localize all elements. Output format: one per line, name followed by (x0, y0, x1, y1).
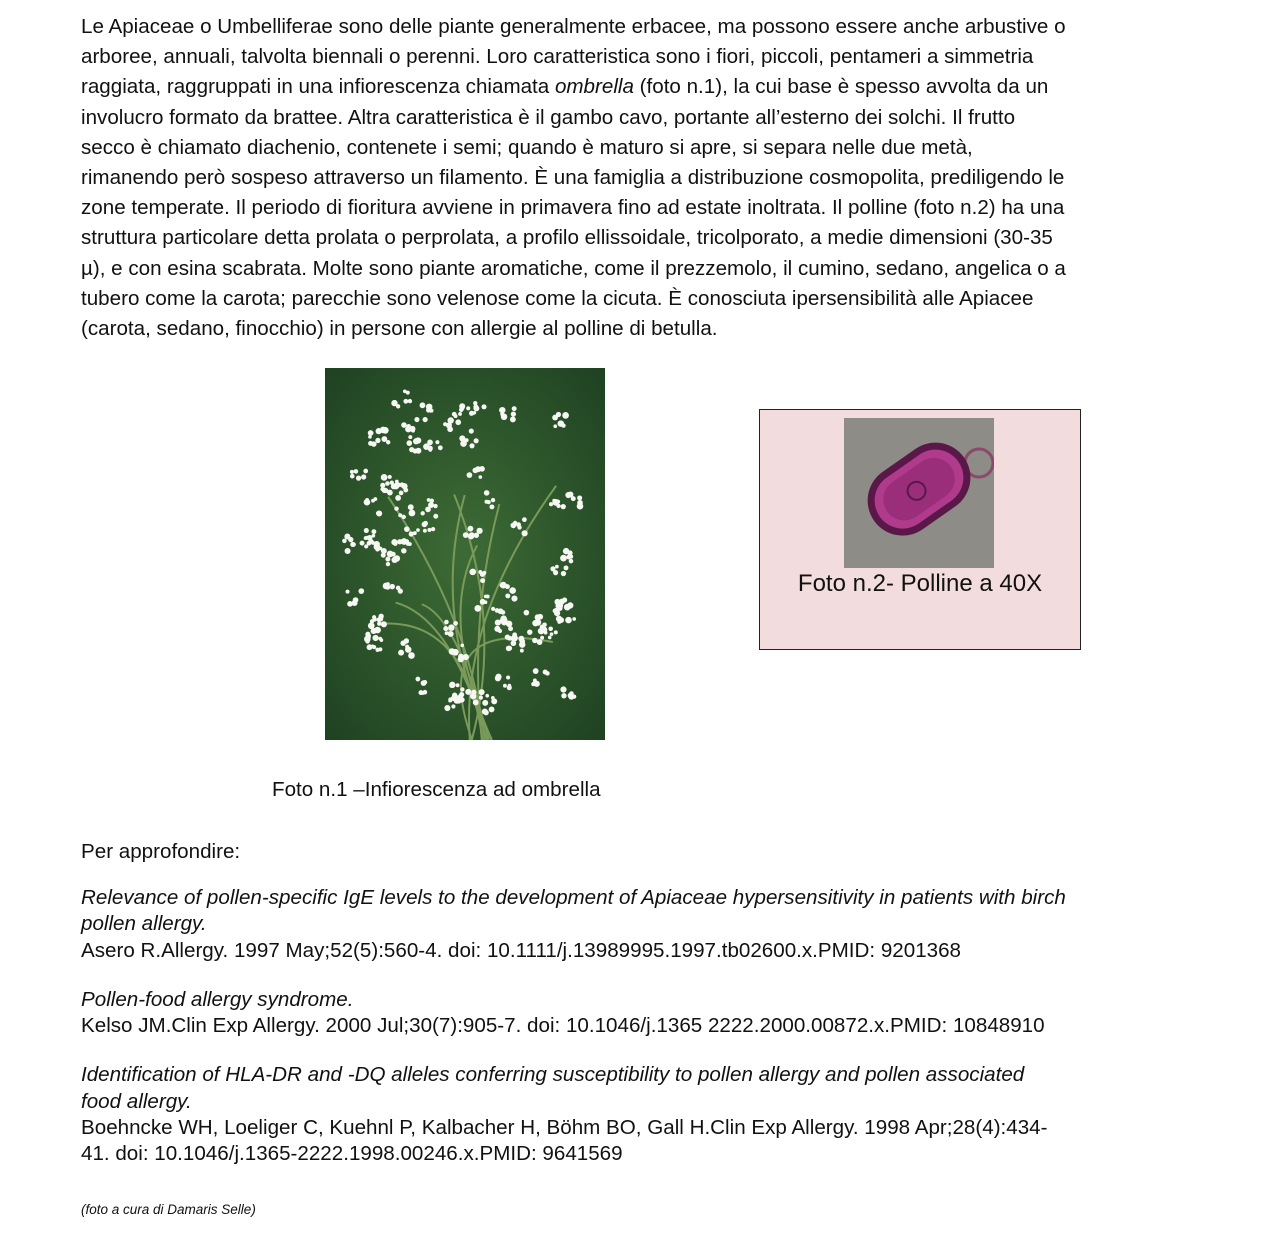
flower-dot (533, 668, 539, 674)
flower-dot (408, 435, 412, 439)
flower-dot (409, 531, 414, 536)
flower-dot (423, 443, 430, 450)
flower-dot (482, 571, 486, 575)
flower-dot (459, 403, 465, 409)
flower-dot (372, 645, 376, 649)
flower-dot (405, 645, 409, 649)
flower-dot (479, 696, 483, 700)
flower-dot (556, 500, 560, 504)
flower-dot (553, 571, 557, 575)
flower-dot (373, 618, 377, 622)
flower-dot (374, 541, 380, 547)
flower-dot (480, 578, 485, 583)
flower-dot (550, 632, 554, 636)
flower-dot (427, 528, 431, 532)
flower-dot (443, 626, 448, 631)
flower-dot (395, 480, 399, 484)
text: raggiata, raggruppati in una infiorescenza chiamata (81, 75, 555, 99)
flower-dot (501, 414, 507, 420)
flower-dot (375, 438, 380, 443)
flower-dot (378, 637, 382, 641)
flower-dot (381, 474, 388, 481)
flower-dot (348, 537, 353, 542)
flower-dot (561, 423, 565, 427)
flower-dot (423, 529, 427, 533)
flower-dot (377, 622, 381, 626)
paragraph-line (81, 72, 1066, 102)
flower-dot (549, 502, 553, 506)
flower-dot (361, 474, 366, 479)
flower-dot (408, 652, 415, 659)
flower-dot (363, 469, 368, 474)
flower-dot (423, 521, 428, 526)
flower-dot (385, 557, 390, 562)
flower-dot (456, 699, 461, 704)
flower-dot (509, 587, 516, 594)
intro-paragraph (81, 12, 1066, 344)
flower-dot (466, 406, 470, 410)
flower-dot (364, 536, 368, 540)
flower-dot (352, 600, 358, 606)
flower-dot (534, 681, 540, 687)
flower-dot (401, 515, 405, 519)
photo1-caption: Foto n.1 –Infiorescenza ad ombrella (272, 778, 601, 801)
flower-dot (372, 635, 378, 641)
paragraph-line: rimanendo però sospeso attraverso un filamento. È una famiglia a distribuzione cosmopolita, prediligendo le (81, 165, 1065, 189)
flower-dot (429, 408, 433, 412)
flower-dot (480, 599, 486, 605)
flower-dot (376, 511, 382, 517)
flower-dot (470, 569, 477, 576)
flower-dot (381, 553, 386, 558)
flower-dot (350, 474, 355, 479)
flower-dot (403, 389, 407, 393)
paragraph-line: Le Apiaceae o Umbelliferae sono delle piante generalmente erbacee, ma possono essere anche arbustive o (81, 15, 1066, 38)
flower-dot (431, 527, 435, 531)
photo2-caption: Foto n.2- Polline a 40X (797, 570, 1043, 597)
flower-dot (459, 435, 465, 441)
flower-dot (510, 416, 516, 422)
flower-dot (448, 699, 452, 703)
flower-dot (386, 440, 390, 444)
paragraph-line: struttura particolare detta prolata o perprolata, a profilo ellissoidale, tricolporato, a medie dimensioni (30-35 (81, 226, 1053, 250)
flower-dot (474, 605, 481, 612)
flower-dot (423, 680, 427, 684)
flower-dot (403, 399, 408, 404)
flower-dot (415, 677, 420, 682)
paragraph-line: tubero come la carota; parecchie sono velenose come la cicuta. È conosciuta ipersensibilità alle Apiacee (81, 286, 1034, 310)
flower-dot (553, 424, 557, 428)
flower-dot (556, 504, 560, 508)
flower-dot (511, 635, 518, 642)
flower-dot (396, 586, 401, 591)
flower-dot (518, 636, 524, 642)
flower-dot (577, 500, 583, 506)
flower-dot (491, 607, 495, 611)
flower-dot (500, 582, 507, 589)
flower-dot (561, 504, 566, 509)
flower-dot (449, 648, 456, 655)
flower-dot (511, 412, 516, 417)
flower-dot (368, 430, 374, 436)
flower-dot (376, 428, 382, 434)
flower-dot (467, 526, 473, 532)
flower-dot (393, 542, 397, 546)
flower-dot (380, 483, 385, 488)
flower-dot (350, 470, 354, 474)
flower-dot (413, 531, 417, 535)
flower-dot (395, 495, 401, 501)
flower-dot (563, 548, 569, 554)
flower-dot (443, 422, 447, 426)
italic-term: ombrella (554, 75, 634, 99)
reference-citation: Asero R.Allergy. 1997 May;52(5):560-4. doi: 10.1111/j.13989995.1997.tb02600.x.PMID: 9201368 (81, 938, 962, 962)
flower-dot (541, 627, 547, 633)
flower-dot (391, 484, 397, 490)
flower-dot (558, 617, 564, 623)
flower-dot (463, 654, 469, 660)
flower-dot (408, 399, 412, 403)
flower-dot (447, 417, 453, 423)
flower-dot (391, 557, 397, 563)
flower-dot (368, 441, 373, 446)
flower-dot (382, 427, 389, 434)
flower-dot (475, 466, 481, 472)
flower-dot (511, 595, 517, 601)
flower-dot (358, 588, 364, 594)
flower-dot (404, 526, 410, 532)
flower-dot (427, 498, 431, 502)
flower-dot (471, 690, 476, 695)
flower-dot (482, 700, 488, 706)
flower-dot (468, 533, 474, 539)
flower-dot (572, 617, 576, 621)
flower-dot (508, 684, 512, 688)
paragraph-line: secco è chiamato diachenio, contenete i semi; quando è maturo si apre, si separa nelle due metà, (81, 135, 973, 159)
flower-dot (524, 610, 530, 616)
flower-dot (555, 604, 559, 608)
flower-dot (482, 708, 488, 714)
flower-dot (506, 646, 512, 652)
flower-dot (386, 562, 390, 566)
flower-dot (418, 690, 423, 695)
flower-dot (458, 654, 464, 660)
flower-dot (447, 426, 453, 432)
flower-dot (381, 621, 387, 627)
flower-dot (409, 447, 414, 452)
flower-dot (478, 475, 482, 479)
reference-citation: Boehncke WH, Loeliger C, Kuehnl P, Kalbacher H, Böhm BO, Gall H.Clin Exp Allergy. 1998 Apr;28(4):434- (81, 1116, 1048, 1140)
paragraph-line: (carota, sedano, finocchio) in persone con allergie al polline di betulla. (81, 316, 718, 340)
reference-item (81, 885, 1066, 964)
flower-dot (520, 649, 524, 653)
references-list (81, 885, 1066, 1191)
flower-dot (460, 644, 464, 648)
reference-citation: 41. doi: 10.1046/j.1365-2222.1998.00246.x.PMID: 9641569 (81, 1142, 623, 1166)
flower-dot (548, 636, 552, 640)
flower-dot (532, 638, 537, 643)
flower-dot (378, 547, 382, 551)
flower-dot (401, 548, 406, 553)
flower-dot (555, 565, 559, 569)
flower-dot (495, 674, 501, 680)
flower-dot (484, 491, 488, 495)
reference-title: Relevance of pollen-specific IgE levels to the development of Apiaceae hypersensitivity in patients with birch (81, 886, 1066, 909)
flower-dot (491, 698, 497, 704)
flower-dot (501, 610, 506, 615)
flower-dot (408, 504, 414, 510)
reference-title: Pollen-food allergy syndrome. (81, 987, 354, 1011)
reference-title: pollen allergy. (81, 912, 207, 936)
flower-dot (438, 445, 443, 450)
flower-dot (522, 530, 528, 536)
flower-dot (404, 638, 409, 643)
reference-title: Identification of HLA-DR and -DQ alleles conferring susceptibility to pollen allergy and pollen associated (81, 1063, 1025, 1087)
flower-dot (495, 620, 501, 626)
flower-dot (346, 590, 350, 594)
flower-dot (433, 514, 438, 519)
flower-dot (448, 624, 454, 630)
flower-dot (560, 555, 567, 562)
flower-dot (455, 419, 461, 425)
flower-dot (565, 492, 571, 498)
flower-dot (567, 602, 573, 608)
flower-dot (498, 629, 502, 633)
flower-dot (399, 491, 404, 496)
flower-dot (505, 593, 510, 598)
flower-dot (491, 498, 495, 502)
flower-dot (459, 692, 464, 697)
paragraph-line: arboree, annuali, talvolta biennali o perenni. Loro caratteristica sono i fiori, piccoli, pentameri a simmetria (81, 45, 1034, 69)
flower-dot (449, 684, 453, 688)
flower-dot (452, 412, 457, 417)
flower-dot (469, 428, 474, 433)
flower-dot (451, 704, 455, 708)
flower-dot (352, 542, 356, 546)
flower-dot (463, 532, 469, 538)
flower-dot (420, 511, 424, 515)
flower-dot (414, 417, 419, 422)
flower-dot (448, 631, 454, 637)
flower-dot (383, 583, 390, 590)
flower-dot (383, 488, 388, 493)
flower-dot (371, 529, 376, 534)
flower-dot (565, 617, 572, 624)
flower-dot (458, 412, 462, 416)
flower-dot (540, 636, 544, 640)
flower-dot (398, 650, 404, 656)
flower-dot (413, 438, 419, 444)
flower-dot (512, 406, 517, 411)
flower-dot (445, 631, 449, 635)
flower-dot (560, 686, 566, 692)
flower-dot (364, 636, 371, 643)
flower-dot (406, 440, 412, 446)
flower-dot (561, 571, 566, 576)
flower-dot (473, 404, 478, 409)
flower-dot (506, 675, 510, 679)
flower-dot (503, 684, 507, 688)
flower-dot (552, 415, 558, 421)
flower-dot (535, 619, 542, 626)
pollen-figure-box (759, 409, 1081, 650)
flower-dot (487, 500, 491, 504)
flower-dot (569, 559, 574, 564)
flower-dot (401, 538, 408, 545)
flower-dot (444, 705, 450, 711)
flower-dot (423, 417, 428, 422)
flower-dot (385, 481, 390, 486)
pollen-photo (844, 418, 994, 568)
flower-dot (453, 621, 458, 626)
flower-dot (435, 440, 439, 444)
flower-dot (371, 499, 375, 503)
flower-dot (510, 523, 516, 529)
flower-dot (577, 495, 582, 500)
reference-item (81, 987, 1066, 1040)
reference-title: food allergy. (81, 1089, 192, 1113)
flower-dot (478, 570, 482, 574)
text: (foto n.1), la cui base è spesso avvolta da un (633, 75, 1049, 99)
flower-dot (500, 615, 506, 621)
flower-dot (481, 404, 486, 409)
flower-dot (474, 438, 479, 443)
flower-dot (409, 510, 416, 517)
flower-dot (360, 541, 365, 546)
flower-dot (548, 626, 553, 631)
reference-item (81, 1062, 1066, 1167)
flower-dot (364, 544, 368, 548)
flower-dot (354, 469, 359, 474)
flower-dot (516, 522, 521, 527)
paragraph-line: involucro formato da brattee. Altra caratteristica è il gambo cavo, portante all’esterno dei solchi. Il frutto (81, 105, 1016, 129)
flower-dot (489, 504, 494, 509)
flower-dot (476, 528, 482, 534)
flower-dot (416, 528, 420, 532)
flower-dot (522, 517, 527, 522)
flower-dot (430, 499, 434, 503)
flower-dot (390, 584, 395, 589)
flower-dot (356, 475, 361, 480)
flower-dot (377, 617, 382, 622)
flower-dot (378, 647, 382, 651)
paragraph-line: µ), e con esina scabrata. Molte sono piante aromatiche, come il prezzemolo, il cumino, sedano, angelica o a (81, 256, 1066, 280)
flower-dot (489, 707, 495, 713)
flower-dot (469, 411, 474, 416)
flower-dot (405, 426, 412, 433)
reference-citation: Kelso JM.Clin Exp Allergy. 2000 Jul;30(7):905-7. doi: 10.1046/j.1365 2222.2000.00872.x.PMID: 10848910 (81, 1014, 1045, 1038)
flower-dot (460, 687, 464, 691)
flower-dot (564, 565, 569, 570)
flower-dot (364, 499, 371, 506)
flower-dot (473, 700, 479, 706)
flower-dot (376, 628, 380, 632)
flower-dot (545, 671, 550, 676)
flower-dot (486, 595, 490, 599)
flower-dot (527, 629, 532, 634)
paragraph-line: zone temperate. Il periodo di fioritura avviene in primavera fino ad estate inoltrata. Il polline (foto n.2) ha una (81, 196, 1065, 220)
flower-dot (368, 622, 375, 629)
flower-dot (537, 639, 543, 645)
flower-dot (467, 472, 473, 478)
flower-dot (444, 620, 449, 625)
flower-dot (568, 693, 574, 699)
umbel-flower-photo (325, 368, 605, 740)
flower-dot (391, 400, 397, 406)
flower-dot (508, 626, 513, 631)
flower-dot (469, 443, 474, 448)
flower-dot (425, 507, 431, 513)
flower-dot (561, 693, 566, 698)
flower-dot (465, 689, 471, 695)
flower-dot (345, 548, 351, 554)
flower-dot (479, 689, 485, 695)
flower-dot (456, 683, 460, 687)
flower-dot (364, 528, 369, 533)
flower-dot (342, 539, 347, 544)
photo-credit: (foto a cura di Damaris Selle) (81, 1202, 256, 1217)
further-reading-heading: Per approfondire: (81, 840, 241, 863)
flower-dot (485, 694, 489, 698)
flower-dot (420, 402, 426, 408)
flower-dot (554, 630, 558, 634)
flower-dot (388, 475, 392, 479)
flower-dot (562, 412, 569, 419)
flower-dot (394, 506, 398, 510)
